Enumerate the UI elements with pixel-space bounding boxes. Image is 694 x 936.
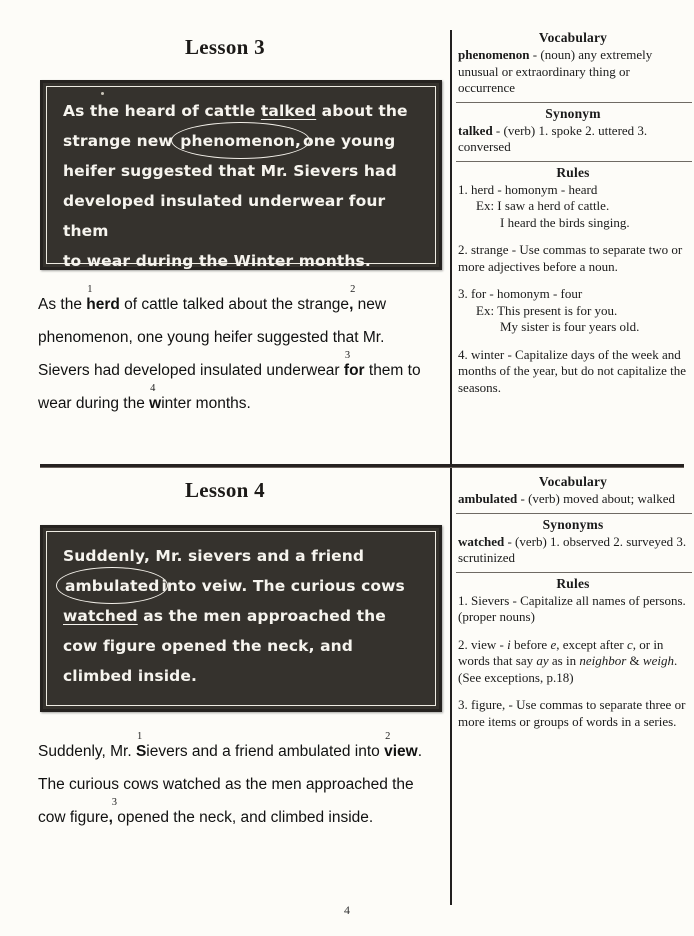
synonyms-definition: - (verb) 1. observed 2. surveyed 3. scrutinized [458,533,687,565]
answer-text-4: them to wear during the [38,362,421,412]
vocabulary-heading: Vocabulary [538,30,608,45]
rule-2-mid-5: & [626,653,643,668]
vocabulary-definition: - (verb) moved about; walked [517,491,675,506]
correction-2 [384,731,418,768]
vocabulary-definition: - (noun) any extremely unusual or extraordinary thing or occurrence [458,47,653,95]
correction-number-4: 4 [150,383,156,394]
rule-2-mid-2: , except after [556,636,627,652]
board-line-3 [63,601,421,631]
lesson-3-corrected-sentence [38,284,438,420]
lesson-3-sidebar [456,28,692,396]
rule-item [458,286,688,336]
synonym-body [458,123,688,156]
lesson-3-synonym-section [456,106,692,156]
rule-1-example-1: Ex: I saw a herd of cattle. [476,198,610,213]
spacer [458,336,688,347]
synonym-heading: Synonym [545,105,601,121]
rule-3-example-1: Ex: This present is for you. [476,302,618,318]
circled-word-phenomenon: phenomenon, [178,126,303,156]
rule-1-example-2: I heard the birds singing. [500,214,630,230]
underlined-word-watched: watched [63,607,138,625]
lesson-3-vocabulary-section [456,30,692,97]
correction-word-3: for [343,362,365,379]
vocabulary-body [458,47,688,97]
spacer [458,275,688,286]
synonym-term: talked [458,122,493,138]
rule-2-text: 2. strange - Use commas to separate two or more adjectives before a noun. [458,242,683,274]
rule-2-mid-3: , or in words that say [458,636,664,668]
rule-2-italic-ay: ay [536,653,549,668]
vocabulary-term: ambulated [458,491,518,506]
rule-2-suffix: . (See exceptions, p.18) [458,653,678,685]
rule-3-text: 3. for - homonym - four [458,286,583,301]
rule-2-italic-e: e [550,636,557,652]
lesson-3-board-text [63,96,421,276]
board-line-5: to wear during the Winter months. [63,252,371,270]
board-line-4: cow figure opened the neck, and [63,637,353,655]
sidebar-divider [456,513,692,514]
lesson-4-board-inner [46,531,436,706]
correction-word-3: , [108,809,113,826]
board-line-5: climbed inside. [63,667,197,685]
rule-1-text: 1. Sievers - Capitalize all names of persons. (proper nouns) [458,592,686,624]
synonyms-body [458,534,688,567]
correction-word-1: S [135,743,147,760]
board-line-1-part-b: about the [316,102,408,120]
sidebar-divider [456,161,692,162]
correction-number-2: 2 [350,284,356,295]
rule-item [458,697,688,730]
rule-item [458,182,688,232]
correction-number-3: 3 [111,797,117,808]
rule-3-example-2: My sister is four years old. [500,319,640,334]
lesson-4-sentence-board [40,525,442,712]
correction-number-3: 3 [344,350,351,361]
spacer [458,626,688,637]
lesson-3-rules-section [456,165,692,397]
correction-number-2: 2 [385,731,391,742]
board-line-2-part-b: one young [302,132,396,150]
rule-2-italic-i: i [507,636,511,652]
vocabulary-heading: Vocabulary [538,474,608,489]
board-line-2 [63,571,421,601]
vocabulary-term: phenomenon [458,47,530,62]
rule-item [458,242,688,275]
answer-text-2: of cattle talked about the strange [119,296,350,313]
lesson-3-sentence-board [40,80,442,270]
lesson-4-rules-section [456,576,692,731]
board-line-3-part-b: as the men approached the [137,607,386,625]
rule-2-prefix: 2. view - [458,636,508,652]
correction-word-1: herd [86,296,120,313]
correction-2 [349,284,356,321]
rule-item [458,637,688,687]
rules-heading: Rules [556,164,590,180]
lesson-3-title: Lesson 3 [184,35,265,59]
rule-2-mid-4: as in [548,653,580,668]
correction-3 [108,797,117,834]
board-line-3: heifer suggested that Mr. Sievers had [63,162,397,180]
spacer [458,686,688,697]
circled-word-ambulated: ambulated [63,571,161,601]
correction-word-2: view [384,743,418,760]
answer-text-1: Suddenly, Mr. [38,743,136,760]
answer-text-1: As the [38,296,87,313]
rule-item [458,593,688,626]
rule-1-text: 1. herd - homonym - heard [458,181,598,197]
rule-3-text: 3. figure, - Use commas to separate three or more items or groups of words in a series. [458,697,686,729]
rules-heading: Rules [556,575,590,591]
spacer [458,231,688,242]
correction-word-4: w [149,395,162,412]
correction-number-1: 1 [136,731,143,742]
answer-text-4: opened the neck, and climbed inside. [112,809,374,826]
lesson-4-title: Lesson 4 [184,478,265,502]
lesson-4-vocabulary-section [456,474,692,508]
synonyms-heading: Synonyms [542,516,604,532]
lesson-4-sidebar [456,472,692,730]
board-line-1: Suddenly, Mr. sievers and a friend [63,547,365,565]
answer-text-3: new phenomenon, one young heifer suggested that Mr. Sievers had developed insulated underwear [38,296,387,379]
lesson-4-corrected-sentence [38,731,442,834]
rule-2-italic-weigh: weigh [642,653,674,668]
answer-text-2: ievers and a friend ambulated into [146,743,385,760]
sidebar-divider [456,572,692,573]
lesson-section-divider [40,464,684,467]
lesson-4-board-text [63,541,421,691]
board-line-2 [63,126,421,156]
board-line-1 [63,96,421,126]
sidebar-divider [456,102,692,103]
rule-2-italic-neighbor: neighbor [579,653,627,668]
synonym-definition: - (verb) 1. spoke 2. uttered 3. conversed [458,122,648,154]
correction-1 [86,284,120,321]
lesson-4-synonyms-section [456,517,692,567]
rule-4-text: 4. winter - Capitalize days of the week and months of the year, but do not capitalize the seasons. [458,346,686,395]
board-line-2-part-b: into veiw. The curious cows [161,577,405,595]
answer-text-3: . The curious cows watched as the men approached the cow figure [38,743,423,826]
correction-number-1: 1 [87,284,93,295]
correction-word-2: , [349,296,354,313]
rule-2-mid-1: before [510,636,551,652]
correction-4 [149,383,162,420]
correction-1 [135,731,147,768]
correction-3 [343,350,365,387]
underlined-word-talked: talked [260,102,317,120]
board-line-4: developed insulated underwear four them [63,192,386,240]
vocabulary-body [458,491,688,508]
board-line-1-part-a: As the heard of cattle [63,102,261,120]
vertical-divider [450,30,452,905]
rule-item [458,347,688,397]
chalk-speck [101,92,104,95]
board-line-2-part-a: strange new [63,132,179,150]
synonyms-term: watched [458,533,505,549]
answer-text-5: inter months. [161,395,251,412]
page-number: 4 [344,903,350,917]
rule-2-italic-c: c [626,636,633,652]
lesson-3-board-inner [46,86,436,270]
